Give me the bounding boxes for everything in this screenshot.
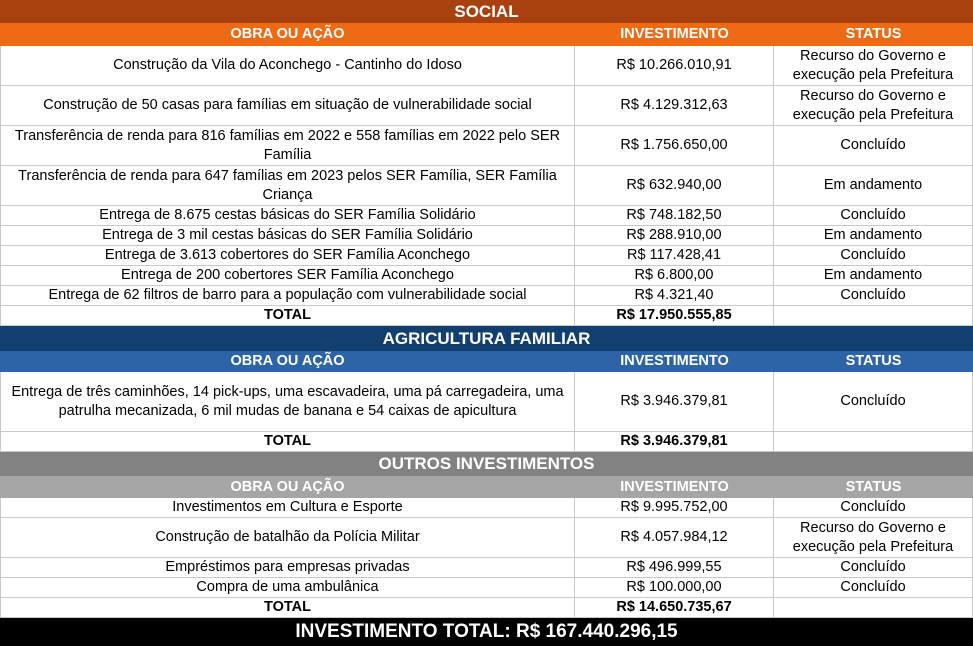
status-header: STATUS xyxy=(845,26,902,42)
status-cell: Concluído xyxy=(774,126,973,166)
status-cell: Concluído xyxy=(774,498,973,518)
status-cell: Concluído xyxy=(774,558,973,578)
status-cell: Concluído xyxy=(774,206,973,226)
investimento-cell: R$ 9.995.752,00 xyxy=(575,498,774,518)
outros-total-row xyxy=(0,598,973,618)
status-cell: Concluído xyxy=(774,578,973,598)
investimento-cell: R$ 632.940,00 xyxy=(575,166,774,206)
social-total-row xyxy=(0,306,973,326)
investimento-cell: R$ 117.428,41 xyxy=(575,246,774,266)
status-cell: Concluído xyxy=(774,246,973,266)
obra-header: OBRA OU AÇÃO xyxy=(230,353,345,369)
total-value: R$ 14.650.735,67 xyxy=(575,598,774,618)
table-row xyxy=(0,518,973,558)
total-label: TOTAL xyxy=(0,432,575,452)
outros-section-title: OUTROS INVESTIMENTOS xyxy=(0,452,973,476)
investimento-cell: R$ 10.266.010,91 xyxy=(575,46,774,86)
table-row xyxy=(0,246,973,266)
obra-cell: Construção de 50 casas para famílias em situação de vulnerabilidade social xyxy=(0,86,575,126)
table-row xyxy=(0,86,973,126)
table-row xyxy=(0,266,973,286)
obra-cell: Entrega de 3 mil cestas básicas do SER Família Solidário xyxy=(0,226,575,246)
total-empty xyxy=(774,306,973,326)
investimento-cell: R$ 6.800,00 xyxy=(575,266,774,286)
obra-cell: Transferência de renda para 816 famílias em 2022 e 558 famílias em 2022 pelo SER Família xyxy=(0,126,575,166)
total-label: TOTAL xyxy=(0,306,575,326)
status-cell: Em andamento xyxy=(774,166,973,206)
total-value: R$ 3.946.379,81 xyxy=(575,432,774,452)
investimento-cell: R$ 4.321,40 xyxy=(575,286,774,306)
investimento-cell: R$ 4.057.984,12 xyxy=(575,518,774,558)
table-row xyxy=(0,206,973,226)
obra-cell: Empréstimos para empresas privadas xyxy=(0,558,575,578)
social-section-title: SOCIAL xyxy=(0,0,973,23)
table-row xyxy=(0,372,973,432)
investimento-header: INVESTIMENTO xyxy=(620,478,729,495)
investimento-cell: R$ 4.129.312,63 xyxy=(575,86,774,126)
obra-header: OBRA OU AÇÃO xyxy=(230,478,345,495)
table-row xyxy=(0,46,973,86)
status-header: STATUS xyxy=(845,478,902,495)
agricultura-column-header xyxy=(0,351,973,372)
obra-cell: Entrega de 3.613 cobertores do SER Família Aconchego xyxy=(0,246,575,266)
table-row xyxy=(0,166,973,206)
status-cell: Recurso do Governo e execução pela Prefeitura xyxy=(774,46,973,86)
obra-cell: Transferência de renda para 647 famílias em 2023 pelos SER Família, SER Família Criança xyxy=(0,166,575,206)
table-row xyxy=(0,286,973,306)
investimento-cell: R$ 100.000,00 xyxy=(575,578,774,598)
investimento-cell: R$ 1.756.650,00 xyxy=(575,126,774,166)
investimento-header: INVESTIMENTO xyxy=(620,353,729,369)
grand-total: INVESTIMENTO TOTAL: R$ 167.440.296,15 xyxy=(0,618,973,646)
obra-cell: Entrega de 200 cobertores SER Família Aconchego xyxy=(0,266,575,286)
status-cell: Em andamento xyxy=(774,266,973,286)
status-cell: Concluído xyxy=(774,372,973,432)
total-value: R$ 17.950.555,85 xyxy=(575,306,774,326)
investimento-cell: R$ 288.910,00 xyxy=(575,226,774,246)
obra-cell: Entrega de 8.675 cestas básicas do SER Família Solidário xyxy=(0,206,575,226)
social-column-header xyxy=(0,23,973,46)
obra-cell: Construção da Vila do Aconchego - Cantinho do Idoso xyxy=(0,46,575,86)
total-empty xyxy=(774,598,973,618)
obra-header: OBRA OU AÇÃO xyxy=(230,26,345,42)
investimento-header: INVESTIMENTO xyxy=(620,26,729,42)
obra-cell: Investimentos em Cultura e Esporte xyxy=(0,498,575,518)
total-label: TOTAL xyxy=(0,598,575,618)
table-row xyxy=(0,226,973,246)
table-row xyxy=(0,498,973,518)
obra-cell: Construção de batalhão da Polícia Militar xyxy=(0,518,575,558)
total-empty xyxy=(774,432,973,452)
status-cell: Concluído xyxy=(774,286,973,306)
agricultura-section-title: AGRICULTURA FAMILIAR xyxy=(0,326,973,351)
status-cell: Em andamento xyxy=(774,226,973,246)
obra-cell: Entrega de 62 filtros de barro para a população com vulnerabilidade social xyxy=(0,286,575,306)
agricultura-total-row xyxy=(0,432,973,452)
table-row xyxy=(0,578,973,598)
status-header: STATUS xyxy=(845,353,902,369)
status-cell: Recurso do Governo e execução pela Prefeitura xyxy=(774,86,973,126)
outros-column-header xyxy=(0,476,973,498)
investimento-cell: R$ 748.182,50 xyxy=(575,206,774,226)
status-cell: Recurso do Governo e execução pela Prefeitura xyxy=(774,518,973,558)
table-row xyxy=(0,126,973,166)
investimento-cell: R$ 496.999,55 xyxy=(575,558,774,578)
obra-cell: Compra de uma ambulânica xyxy=(0,578,575,598)
obra-cell: Entrega de três caminhões, 14 pick-ups, uma escavadeira, uma pá carregadeira, uma patrulha mecanizada, 6 mil mudas de banana e 54 caixas de apicultura xyxy=(0,372,575,432)
investimento-cell: R$ 3.946.379,81 xyxy=(575,372,774,432)
table-row xyxy=(0,558,973,578)
